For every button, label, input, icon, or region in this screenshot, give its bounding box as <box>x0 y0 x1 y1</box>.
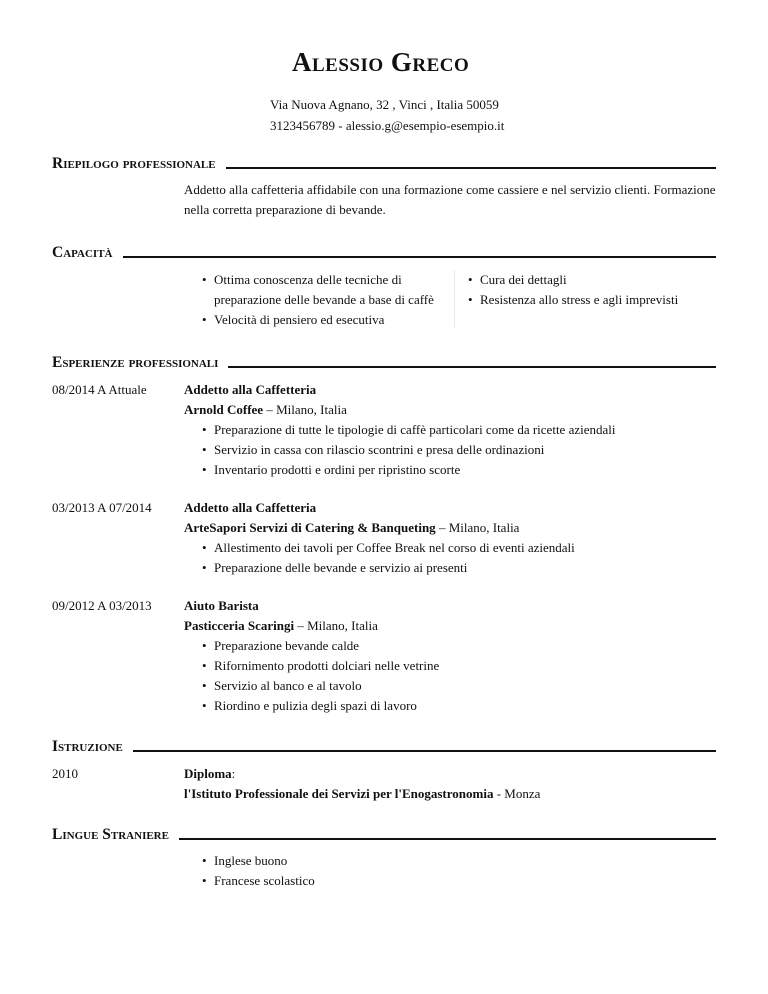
list-item: • Velocità di pensiero ed esecutiva <box>202 310 442 330</box>
list-item: • Inventario prodotti e ordini per ripristino scorte <box>202 460 716 480</box>
experience-section <box>52 353 716 733</box>
skills-section <box>52 243 716 333</box>
section-divider <box>52 256 716 258</box>
section-title: Capacità <box>52 243 123 263</box>
list-item: • Francese scolastico <box>202 871 702 891</box>
section-title: Istruzione <box>52 737 133 757</box>
list-item: • Inglese buono <box>202 851 702 871</box>
degree-name: Diploma <box>184 766 232 781</box>
phone-email: 3123456789 - alessio.g@esempio-esempio.it <box>270 118 505 133</box>
address: Via Nuova Agnano, 32 , Vinci , Italia 50059 <box>270 97 499 112</box>
job-employer <box>184 400 716 420</box>
section-title: Lingue Straniere <box>52 825 179 845</box>
languages-list <box>202 851 702 891</box>
languages-section <box>52 825 716 905</box>
job-dates: 03/2013 A 07/2014 <box>52 500 152 515</box>
duties-list <box>202 636 716 716</box>
list-item: • Rifornimento prodotti dolciari nelle vetrine <box>202 656 716 676</box>
duties-list <box>202 420 716 480</box>
list-item: • Riordino e pulizia degli spazi di lavoro <box>202 696 716 716</box>
degree <box>184 764 716 784</box>
company-name: Pasticceria Scaringi <box>184 618 295 633</box>
education-section <box>52 737 716 807</box>
job-location: – Milano, Italia <box>435 520 520 535</box>
job-role: Addetto alla Caffetteria <box>184 500 317 515</box>
school <box>184 784 716 804</box>
candidate-name: Alessio Greco <box>292 47 470 77</box>
list-item: • Ottima conoscenza delle tecniche di preparazione delle bevande a base di caffè <box>202 270 442 310</box>
list-item: • Cura dei dettagli <box>468 270 728 290</box>
job-role: Addetto alla Caffetteria <box>184 382 317 397</box>
section-title: Esperienze professionali <box>52 353 228 373</box>
degree-suffix: : <box>231 766 236 781</box>
list-item: • Preparazione delle bevande e servizio ai presenti <box>202 558 716 578</box>
summary-section <box>52 154 716 234</box>
list-item: • Resistenza allo stress e agli imprevisti <box>468 290 728 310</box>
education-year: 2010 <box>52 766 78 781</box>
summary-text: Addetto alla caffetteria affidabile con una formazione come cassiere e nel servizio clienti. Formazione nella corretta preparazione di bevande. <box>184 182 716 217</box>
list-item: • Preparazione bevande calde <box>202 636 716 656</box>
job-dates: 09/2012 A 03/2013 <box>52 598 152 613</box>
list-item: • Servizio in cassa con rilascio scontrini e presa delle ordinazioni <box>202 440 716 460</box>
job-location: – Milano, Italia <box>294 618 378 633</box>
job-role: Aiuto Barista <box>184 598 259 613</box>
section-title: Riepilogo professionale <box>52 154 226 174</box>
contact-block <box>270 94 570 136</box>
job-location: – Milano, Italia <box>263 402 347 417</box>
school-name: l'Istituto Professionale dei Servizi per l'Enogastronomia <box>184 786 494 801</box>
company-name: Arnold Coffee <box>184 402 264 417</box>
skills-list-right <box>468 270 728 310</box>
company-name: ArteSapori Servizi di Catering & Banqueting <box>184 520 436 535</box>
duties-list <box>202 538 716 578</box>
job-employer <box>184 616 716 636</box>
list-item: • Servizio al banco e al tavolo <box>202 676 716 696</box>
job-employer <box>184 518 716 538</box>
section-divider <box>52 750 716 752</box>
job-dates: 08/2014 A Attuale <box>52 382 147 397</box>
list-item: • Allestimento dei tavoli per Coffee Break nel corso di eventi aziendali <box>202 538 716 558</box>
skills-list-left <box>202 270 442 330</box>
list-item: • Preparazione di tutte le tipologie di caffè particolari come da ricette aziendali <box>202 420 716 440</box>
school-location: - Monza <box>493 786 541 801</box>
